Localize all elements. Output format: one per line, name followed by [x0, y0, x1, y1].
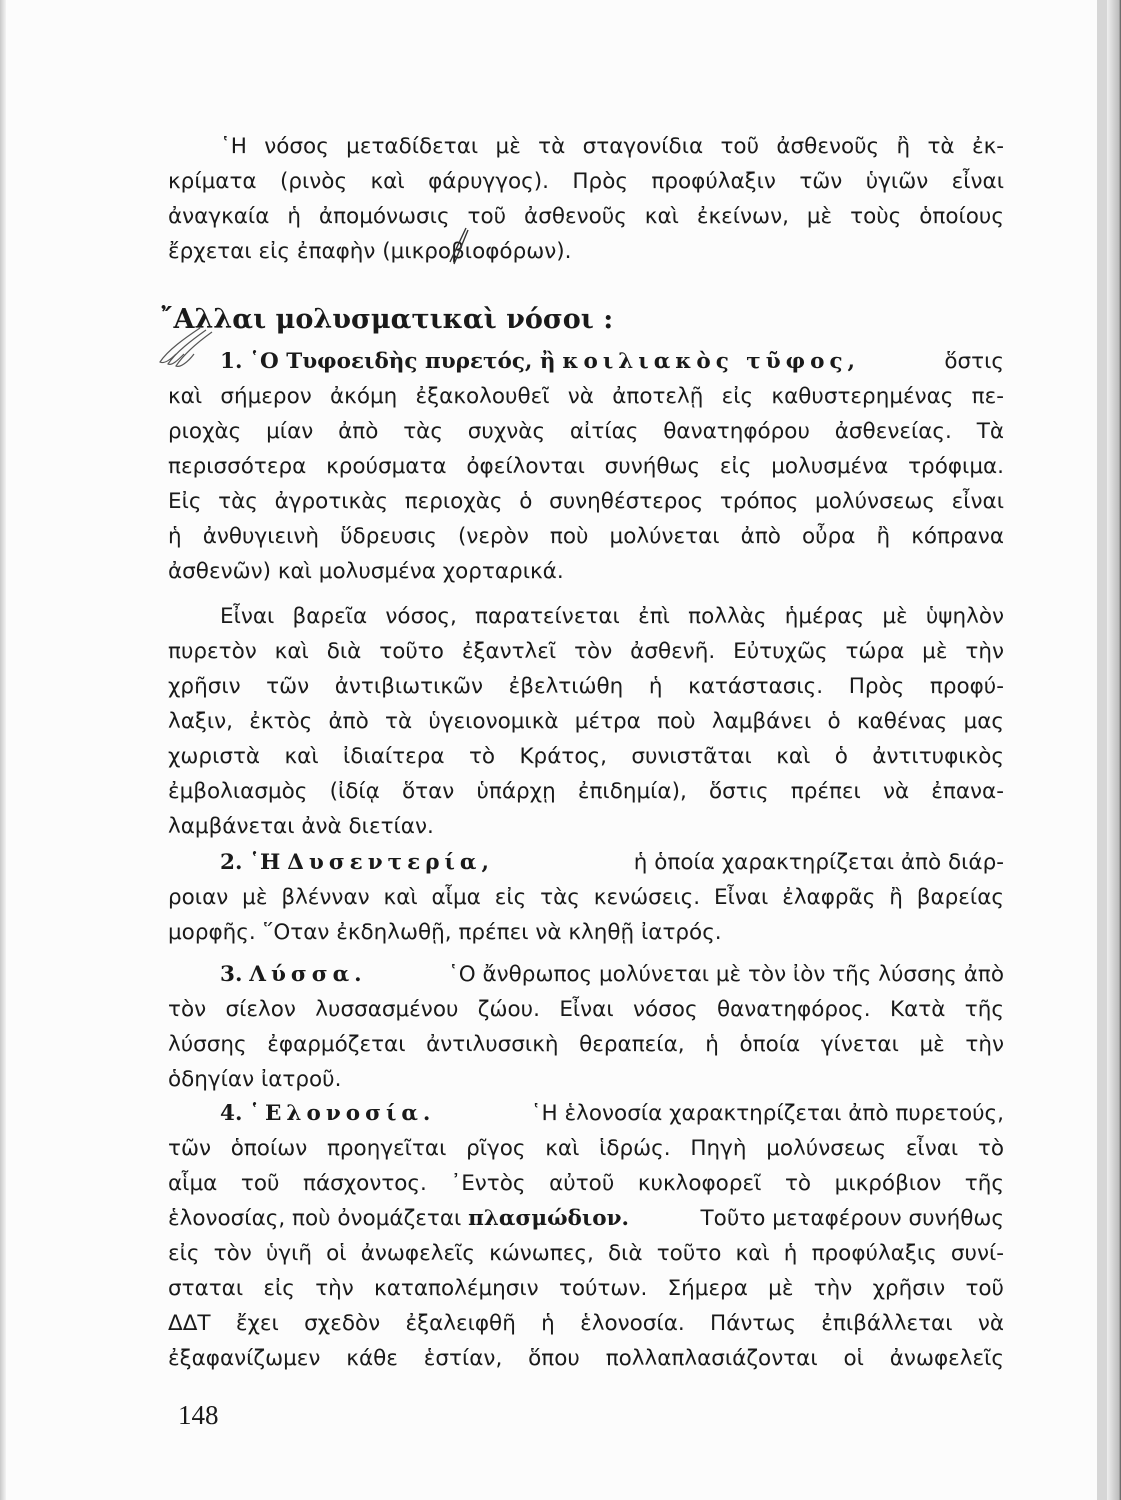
section-first-line-rest: ἡ ὁποία χαρακτηρίζεται ἀπὸ διάρ-	[633, 850, 1004, 875]
section-title: ῾Η	[249, 850, 281, 875]
section-number: 1.	[220, 349, 243, 374]
text-line: πυρετὸν καὶ διὰ τοῦτο ἐξαντλεῖ τὸν ἀσθενῆ. Εὐτυχῶς τώρα μὲ τὴν	[168, 639, 1004, 664]
section-title-line	[168, 958, 1004, 992]
text-line: τῶν ὁποίων προηγεῖται ρῖγος καὶ ἱδρώς. Πηγὴ μολύνσεως εἶναι τὸ	[168, 1136, 1004, 1161]
text-line: ΔΔΤ ἔχει σχεδὸν ἐξαλειφθῆ ἡ ἑλονοσία. Πάντως ἐπιβάλλεται νὰ	[168, 1311, 1004, 1336]
section-first-line-rest: ῾Ο ἄνθρωπος μολύνεται μὲ τὸν ἰὸν τῆς λύσσης ἀπὸ	[447, 962, 1004, 987]
text-line: χωριστὰ καὶ ἰδιαίτερα τὸ Κράτος, συνιστᾶται καὶ ὁ ἀντιτυφικὸς	[168, 744, 1004, 769]
text-line: ἐμβολιασμὸς (ἰδίᾳ ὅταν ὑπάρχῃ ἐπιδημία), ὅστις πρέπει νὰ ἐπανα-	[168, 779, 1004, 804]
section-first-line-rest: ῾Η ἑλονοσία χαρακτηρίζεται ἀπὸ πυρετούς,	[530, 1101, 1004, 1126]
text-fragment: Τοῦτο μεταφέρουν συνήθως	[700, 1206, 1004, 1231]
page-number: 148	[178, 1400, 219, 1430]
section-title: ῾Ο Τυφοειδὴς πυρετός, ἢ	[249, 349, 556, 374]
section-number: 4.	[220, 1101, 243, 1126]
page-left-edge	[0, 0, 6, 1500]
text-line: ἐξαφανίζωμεν κάθε ἑστίαν, ὅπου πολλαπλασιάζονται οἱ ἀνωφελεῖς	[168, 1346, 1004, 1371]
text-line: περισσότερα κρούσματα ὀφείλονται συνήθως εἰς μολυσμένα τρόφιμα.	[168, 454, 1004, 479]
text-line: τὸν σίελον λυσσασμένου ζώου. Εἶναι νόσος θανατηφόρος. Κατὰ τῆς	[168, 997, 1004, 1022]
bold-term: πλασμώδιον.	[468, 1206, 630, 1231]
text-line: χρῆσιν τῶν ἀντιβιωτικῶν ἐβελτιώθη ἡ κατάστασις. Πρὸς προφύ-	[168, 674, 1004, 699]
section-number: 3.	[220, 962, 243, 987]
handwritten-slash-icon	[446, 226, 470, 266]
text-line: καὶ σήμερον ἀκόμη ἐξακολουθεῖ νὰ ἀποτελῇ εἰς καθυστερημένας πε-	[168, 384, 1004, 409]
section-number: 2.	[220, 850, 243, 875]
text-line: ἡ ἀνθυγιεινὴ ὕδρευσις (νερὸν ποὺ μολύνεται ἀπὸ οὖρα ἢ κόπρανα	[168, 524, 1004, 549]
text-line: εἰς τὸν ὑγιῆ οἱ ἀνωφελεῖς κώνωπες, διὰ τοῦτο καὶ ἡ προφύλαξις συνί-	[168, 1241, 1004, 1266]
text-line: λαμβάνεται ἀνὰ διετίαν.	[168, 814, 434, 839]
text-line: μορφῆς. ῞Οταν ἐκδηλωθῇ, πρέπει νὰ κληθῇ ἰατρός.	[168, 920, 722, 945]
text-line: κρίματα (ρινὸς καὶ φάρυγγος). Πρὸς προφύλαξιν τῶν ὑγιῶν εἶναι	[168, 169, 1004, 194]
text-line: λαξιν, ἐκτὸς ἀπὸ τὰ ὑγειονομικὰ μέτρα ποὺ λαμβάνει ὁ καθένας μας	[168, 709, 1004, 734]
section-title-line	[168, 345, 1004, 379]
text-line: Εἰς τὰς ἀγροτικὰς περιοχὰς ὁ συνηθέστερος τρόπος μολύνσεως εἶναι	[168, 489, 1004, 514]
text-line: Εἶναι βαρεῖα νόσος, παρατείνεται ἐπὶ πολλὰς ἡμέρας μὲ ὑψηλὸν	[220, 604, 1004, 629]
text-line: ροιαν μὲ βλένναν καὶ αἷμα εἰς τὰς κενώσεις. Εἶναι ἐλαφρᾶς ἢ βαρείας	[168, 885, 1004, 910]
page-right-edge	[1107, 0, 1121, 1500]
text-line: ὁδηγίαν ἰατροῦ.	[168, 1067, 342, 1092]
section-title-line	[168, 1097, 1004, 1131]
text-line: ἔρχεται εἰς ἐπαφὴν (μικροβιοφόρων).	[168, 239, 572, 264]
text-line: λύσσης ἐφαρμόζεται ἀντιλυσσικὴ θεραπεία, ἡ ὁποία γίνεται μὲ τὴν	[168, 1032, 1004, 1057]
text-line: ἀσθενῶν) καὶ μολυσμένα χορταρικά.	[168, 559, 564, 584]
section-heading: ῎Αλλαι μολυσματικαὶ νόσοι :	[160, 304, 614, 335]
text-fragment: ἑλονοσίας, ποὺ ὀνομάζεται	[168, 1206, 462, 1231]
text-line: ῾Η νόσος μεταδίδεται μὲ τὰ σταγονίδια τοῦ ἀσθενοῦς ἢ τὰ ἐκ-	[220, 134, 1004, 159]
text-line: ριοχὰς μίαν ἀπὸ τὰς συχνὰς αἰτίας θανατηφόρου ἀσθενείας. Τὰ	[168, 419, 1004, 444]
section-title-spaced: ῾Ελονοσία.	[249, 1101, 436, 1126]
section-title-spaced: Δυσεντερία,	[287, 850, 494, 875]
text-line-with-term	[168, 1202, 1004, 1236]
text-line: σταται εἰς τὴν καταπολέμησιν τούτων. Σήμερα μὲ τὴν χρῆσιν τοῦ	[168, 1276, 1004, 1301]
section-title-spaced: Λύσσα.	[249, 962, 367, 987]
section-title-spaced: κοιλιακὸς τῦφος,	[562, 349, 861, 374]
section-first-line-rest: ὅστις	[944, 349, 1004, 374]
text-line: ἀναγκαία ἡ ἀπομόνωσις τοῦ ἀσθενοῦς καὶ ἐκείνων, μὲ τοὺς ὁποίους	[168, 204, 1004, 229]
text-line: αἷμα τοῦ πάσχοντος. ᾿Εντὸς αὐτοῦ κυκλοφορεῖ τὸ μικρόβιον τῆς	[168, 1171, 1004, 1196]
section-title-line	[168, 846, 1004, 880]
page-binding-shadow	[1097, 0, 1107, 1500]
